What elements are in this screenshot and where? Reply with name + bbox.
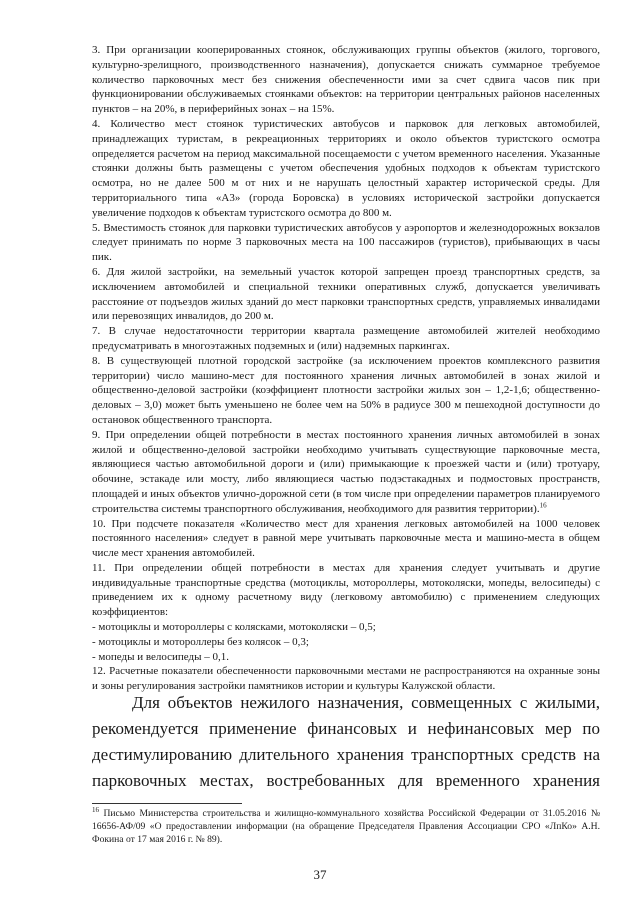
footnote	[92, 805, 600, 846]
body-text	[92, 43, 600, 694]
paragraph-9	[92, 428, 600, 517]
paragraph-4: 4. Количество мест стоянок туристических автобусов и парковок для легковых автомобилей, принадлежащих туристам, в рекреационных территориях и около объектов туристского осмотра определяется расчетом на период максимальной посещаемости с учетом временного населения. Указанные стоянки должны быть размещены с учетом обеспечения удобных подходов к объектам туристского осмотра, но не далее 500 м от них и не нарушать целостный характер исторической среды. Для территориального типа «А3» (города Боровска) в условиях исторической застройки допускается увеличение подходов к объектам туристского осмотра до 800 м.	[92, 117, 600, 219]
coefficient-item-3: - мопеды и велосипеды – 0,1.	[92, 650, 230, 663]
footnote-number: 16	[92, 805, 99, 814]
coefficient-item-2: - мотоциклы и мотороллеры без колясок – 0,3;	[92, 635, 309, 648]
paragraph-12: 12. Расчетные показатели обеспеченности парковочными местами не распространяются на охранные зоны и зоны регулирования застройки памятников истории и культуры Калужской области.	[92, 665, 600, 693]
paragraph-6: 6. Для жилой застройки, на земельный участок которой запрещен проезд транспортных средств, за исключением автомобилей и специальной техники оперативных служб, допускается увеличивать расстояние от подъездов жилых зданий до мест парковки транспортных средств, управляемых инвалидами или перевозящих инвалидов, до 200 м.	[92, 265, 600, 323]
footnote-reference[interactable]: 16	[539, 501, 547, 510]
paragraph-3: 3. При организации кооперированных стоянок, обслуживающих группы объектов (жилого, торгового, культурно-зрелищного, производственного назначения), допускается снижать суммарное требуемое количество парковочных мест без снижения обеспеченности ими за счет сдвига часов пик при функционировании обслуживаемых стоянками объектов: на территории центральных районов населенных пунктов – на 20%, в периферийных зонах – на 15%.	[92, 44, 600, 116]
coefficient-item-1: - мотоциклы и мотороллеры с колясками, мотоколяски – 0,5;	[92, 621, 376, 634]
paragraph-7: 7. В случае недостаточности территории квартала размещение автомобилей жителей необходимо предусматривать в многоэтажных подземных и (или) надземных паркингах.	[92, 325, 600, 352]
paragraph-9-text: 9. При определении общей потребности в местах постоянного хранения личных автомобилей в зонах жилой и общественно-деловой застройки необходимо учитывать существующие парковочные места, являющиеся частью автомобильной дороги и (или) примыкающие к проезжей части и (или) тротуару, обочине, эстакаде или мосту, либо являющиеся частью подэстакадных и подмостовых пространств, площадей и иных объектов улично-дорожной сети (в том числе при определении параметров планируемого строительства системы транспортного обслуживания, необходимого для развития территории).	[92, 428, 600, 515]
footnote-divider	[92, 803, 242, 804]
large-paragraph: Для объектов нежилого назначения, совмещенных с жилыми, рекомендуется применение финансовых и нефинансовых мер по дестимулированию длительного хранения транспортных средств на парковочных местах, востребованных для временного хранения	[92, 693, 600, 790]
paragraph-11: 11. При определении общей потребности в местах для хранения следует учитывать и другие индивидуальные транспортные средства (мотоциклы, мотороллеры, мотоколяски, мопеды, велосипеды) с приведением их к одному расчетному виду (легковому автомобилю) с применением следующих коэффициентов:	[92, 561, 600, 619]
page-number: 37	[313, 867, 327, 882]
paragraph-10: 10. При подсчете показателя «Количество мест для хранения легковых автомобилей на 1000 человек постоянного населения» следует в равной мере учитывать парковочные места и машино-места в общем числе мест хранения автомобилей.	[92, 517, 600, 560]
footnote-text: Письмо Министерства строительства и жилищно-коммунального хозяйства Российской Федерации от 31.05.2016 № 16656-АФ/09 «О предоставлении информации (на обращение Председателя Правления Ассоциации СРО «ЛпКо» А.Н. Фокина от 17 мая 2016 г. № 89).	[92, 808, 600, 845]
paragraph-8: 8. В существующей плотной городской застройке (за исключением проектов комплексного развития территории) число машино-мест для постоянного хранения личных автомобилей в зонах жилой и общественно-деловой застройки (коэффициент плотности застройки жилых зон – 1,2-1,6; общественно-деловых – 3,0) может быть уменьшено не более чем на 50% в радиусе 300 м пешеходной доступности до остановок общественного транспорта.	[92, 354, 600, 426]
paragraph-5: 5. Вместимость стоянок для парковки туристических автобусов у аэропортов и железнодорожных вокзалов следует принимать по норме 3 парковочных места на 100 пассажиров (туристов), прибывающих в часы пик.	[92, 221, 600, 264]
